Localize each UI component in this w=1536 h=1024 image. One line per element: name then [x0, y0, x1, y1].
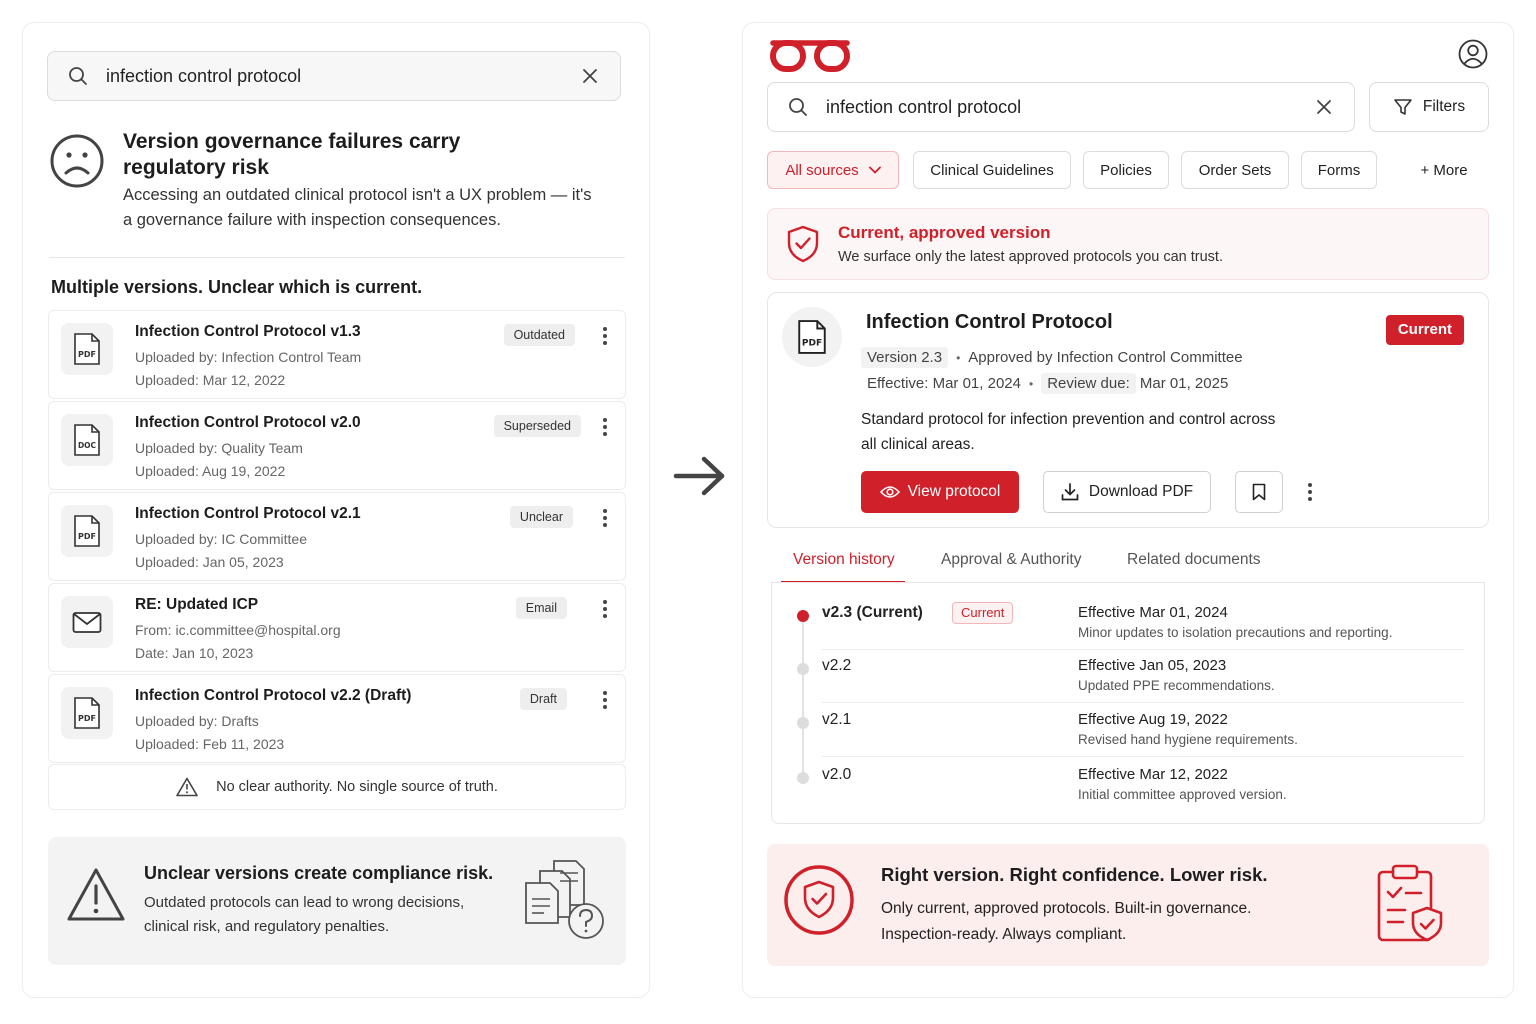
- history-effective: Effective Mar 12, 2022: [1078, 766, 1228, 783]
- no-authority-text: No clear authority. No single source of truth.: [216, 779, 498, 795]
- email-icon-label: EMAIL: [87, 637, 91, 638]
- version-history: [771, 582, 1485, 824]
- no-authority-notice: [48, 764, 626, 810]
- search-input[interactable]: [47, 51, 621, 101]
- timeline-dot: [797, 663, 809, 675]
- shield-check-icon: [783, 864, 855, 936]
- document-row[interactable]: [48, 674, 626, 763]
- history-note: Initial committee approved version.: [1078, 787, 1287, 802]
- close-icon[interactable]: [582, 68, 598, 84]
- arrow-right-icon: [672, 454, 728, 498]
- chip-clinical-guidelines[interactable]: Clinical Guidelines: [913, 151, 1071, 189]
- document-date: Uploaded: Jan 05, 2023: [135, 554, 284, 570]
- history-version: v2.3 (Current): [822, 604, 923, 621]
- card-version-row: Version 2.3 • Approved by Infection Control Committee: [861, 347, 1243, 368]
- document-title[interactable]: Infection Control Protocol v2.0: [135, 414, 361, 431]
- pdf-icon: [61, 505, 113, 557]
- document-row[interactable]: [48, 401, 626, 490]
- divider: [49, 257, 625, 258]
- close-icon[interactable]: [1316, 99, 1332, 115]
- banner-subtitle: We surface only the latest approved protocols you can trust.: [838, 249, 1223, 265]
- history-note: Revised hand hygiene requirements.: [1078, 732, 1298, 747]
- filters-label: Filters: [1422, 98, 1466, 115]
- divider: [822, 756, 1464, 757]
- confidence-title: Right version. Right confidence. Lower risk.: [881, 864, 1268, 885]
- chip-forms[interactable]: Forms: [1301, 151, 1377, 189]
- bookmark-button[interactable]: [1235, 471, 1283, 513]
- sad-face-icon: [49, 133, 105, 189]
- document-card: [767, 292, 1489, 528]
- history-note: Updated PPE recommendations.: [1078, 678, 1275, 693]
- bookmark-icon: [1252, 483, 1266, 501]
- divider: [822, 649, 1464, 650]
- card-title[interactable]: Infection Control Protocol: [866, 311, 1113, 333]
- document-sender: From: ic.committee@hospital.org: [135, 622, 341, 638]
- pdf-icon: [61, 323, 113, 375]
- left-panel: [22, 22, 650, 998]
- approved-by: Approved by Infection Control Committee: [968, 349, 1243, 366]
- status-badge: Email: [516, 597, 567, 619]
- download-pdf-button[interactable]: Download PDF: [1043, 471, 1211, 513]
- current-badge: Current: [1386, 315, 1464, 345]
- document-uploader: Uploaded by: IC Committee: [135, 531, 307, 547]
- document-row[interactable]: [48, 492, 626, 581]
- governance-title: Version governance failures carry regulatory risk: [123, 130, 461, 179]
- document-date: Uploaded: Feb 11, 2023: [135, 736, 285, 752]
- filter-icon: [1393, 97, 1413, 117]
- email-icon: [61, 596, 113, 648]
- search-icon: [68, 66, 88, 86]
- eye-icon: [880, 485, 900, 499]
- tab-approval-authority[interactable]: Approval & Authority: [941, 551, 1082, 568]
- card-dates-row: Effective: Mar 01, 2024 • Review due: Mar 01, 2025: [867, 375, 1229, 392]
- kebab-icon[interactable]: [1308, 483, 1312, 501]
- chip-order-sets[interactable]: Order Sets: [1181, 151, 1289, 189]
- confidence-body: [881, 896, 1251, 948]
- view-protocol-button[interactable]: View protocol: [861, 471, 1019, 513]
- current-badge: Current: [952, 602, 1013, 624]
- filters-button[interactable]: [1369, 82, 1489, 132]
- confidence-box: [767, 844, 1489, 966]
- document-uploader: Uploaded by: Infection Control Team: [135, 349, 362, 365]
- document-title[interactable]: Infection Control Protocol v1.3: [135, 323, 361, 340]
- glasses-logo: [769, 35, 851, 73]
- shield-check-icon: [786, 225, 820, 263]
- pdf-icon-label: PDF: [78, 714, 96, 723]
- list-heading: Multiple versions. Unclear which is current.: [51, 277, 423, 297]
- tab-version-history[interactable]: Version history: [793, 551, 895, 568]
- document-title[interactable]: RE: Updated ICP: [135, 596, 259, 613]
- search-value[interactable]: infection control protocol: [106, 65, 302, 86]
- divider: [822, 702, 1464, 703]
- history-effective: Effective Aug 19, 2022: [1078, 711, 1228, 728]
- chip-more[interactable]: + More: [1399, 151, 1489, 189]
- risk-body: Outdated protocols can lead to wrong decisions, clinical risk, and regulatory penalties.: [144, 894, 465, 935]
- timeline-dot: [797, 717, 809, 729]
- kebab-icon[interactable]: [603, 418, 607, 436]
- kebab-icon[interactable]: [603, 691, 607, 709]
- history-effective: Effective Jan 05, 2023: [1078, 657, 1227, 674]
- banner-title: Current, approved version: [838, 223, 1051, 242]
- history-version: v2.1: [822, 711, 852, 728]
- document-row[interactable]: [48, 310, 626, 399]
- doc-icon-label: DOC: [77, 441, 97, 450]
- chip-policies[interactable]: Policies: [1083, 151, 1169, 189]
- version-pill: Version 2.3: [861, 347, 948, 368]
- document-title[interactable]: Infection Control Protocol v2.1: [135, 505, 361, 522]
- pdf-icon-label: PDF: [801, 338, 823, 349]
- history-version: v2.2: [822, 657, 852, 674]
- document-uploader: Uploaded by: Drafts: [135, 713, 259, 729]
- confidence-line: Inspection-ready. Always compliant.: [881, 926, 1127, 943]
- timeline-dot: [797, 772, 809, 784]
- pdf-icon: [782, 307, 842, 367]
- document-uploader: Uploaded by: Quality Team: [135, 440, 303, 456]
- doc-icon: [61, 414, 113, 466]
- status-badge: Unclear: [510, 506, 573, 528]
- governance-body: Accessing an outdated clinical protocol isn't a UX problem — it's a governance failure with inspection consequences.: [123, 186, 592, 229]
- confidence-line: Only current, approved protocols. Built-in governance.: [881, 900, 1252, 917]
- pdf-icon: [61, 687, 113, 739]
- card-description: Standard protocol for infection prevention and control across all clinical areas.: [861, 411, 1276, 453]
- documents-question-icon: [524, 859, 608, 941]
- document-date: Date: Jan 10, 2023: [135, 645, 254, 661]
- timeline-dot: [797, 610, 809, 622]
- document-date: Uploaded: Mar 12, 2022: [135, 372, 286, 388]
- pdf-icon-label: PDF: [78, 350, 96, 359]
- document-title[interactable]: Infection Control Protocol v2.2 (Draft): [135, 687, 412, 704]
- tab-related-documents[interactable]: Related documents: [1127, 551, 1261, 568]
- search-icon: [788, 97, 808, 117]
- kebab-icon[interactable]: [603, 327, 607, 345]
- risk-title: Unclear versions create compliance risk.: [144, 863, 494, 883]
- status-badge: Outdated: [504, 324, 575, 346]
- search-value[interactable]: infection control protocol: [826, 96, 1022, 117]
- history-effective: Effective Mar 01, 2024: [1078, 604, 1228, 621]
- warning-icon: [66, 867, 126, 923]
- search-input[interactable]: [767, 82, 1355, 132]
- document-row[interactable]: [48, 583, 626, 672]
- kebab-icon[interactable]: [603, 600, 607, 618]
- user-icon[interactable]: [1458, 39, 1488, 69]
- kebab-icon[interactable]: [603, 509, 607, 527]
- document-list: [48, 310, 626, 765]
- history-version: v2.0: [822, 766, 852, 783]
- warning-icon: [176, 777, 198, 797]
- compliance-risk-box: [48, 837, 626, 965]
- history-note: Minor updates to isolation precautions and reporting.: [1078, 625, 1393, 640]
- status-badge: Superseded: [494, 415, 581, 437]
- clipboard-shield-icon: [1375, 864, 1447, 946]
- chevron-down-icon: [869, 166, 881, 174]
- right-panel: [742, 22, 1514, 998]
- status-badge: Draft: [520, 688, 567, 710]
- approved-banner: [767, 208, 1489, 280]
- document-date: Uploaded: Aug 19, 2022: [135, 463, 286, 479]
- timeline-line: [802, 613, 804, 781]
- download-icon: [1061, 483, 1079, 501]
- pdf-icon-label: PDF: [78, 532, 96, 541]
- chip-all-sources[interactable]: All sources: [767, 151, 899, 189]
